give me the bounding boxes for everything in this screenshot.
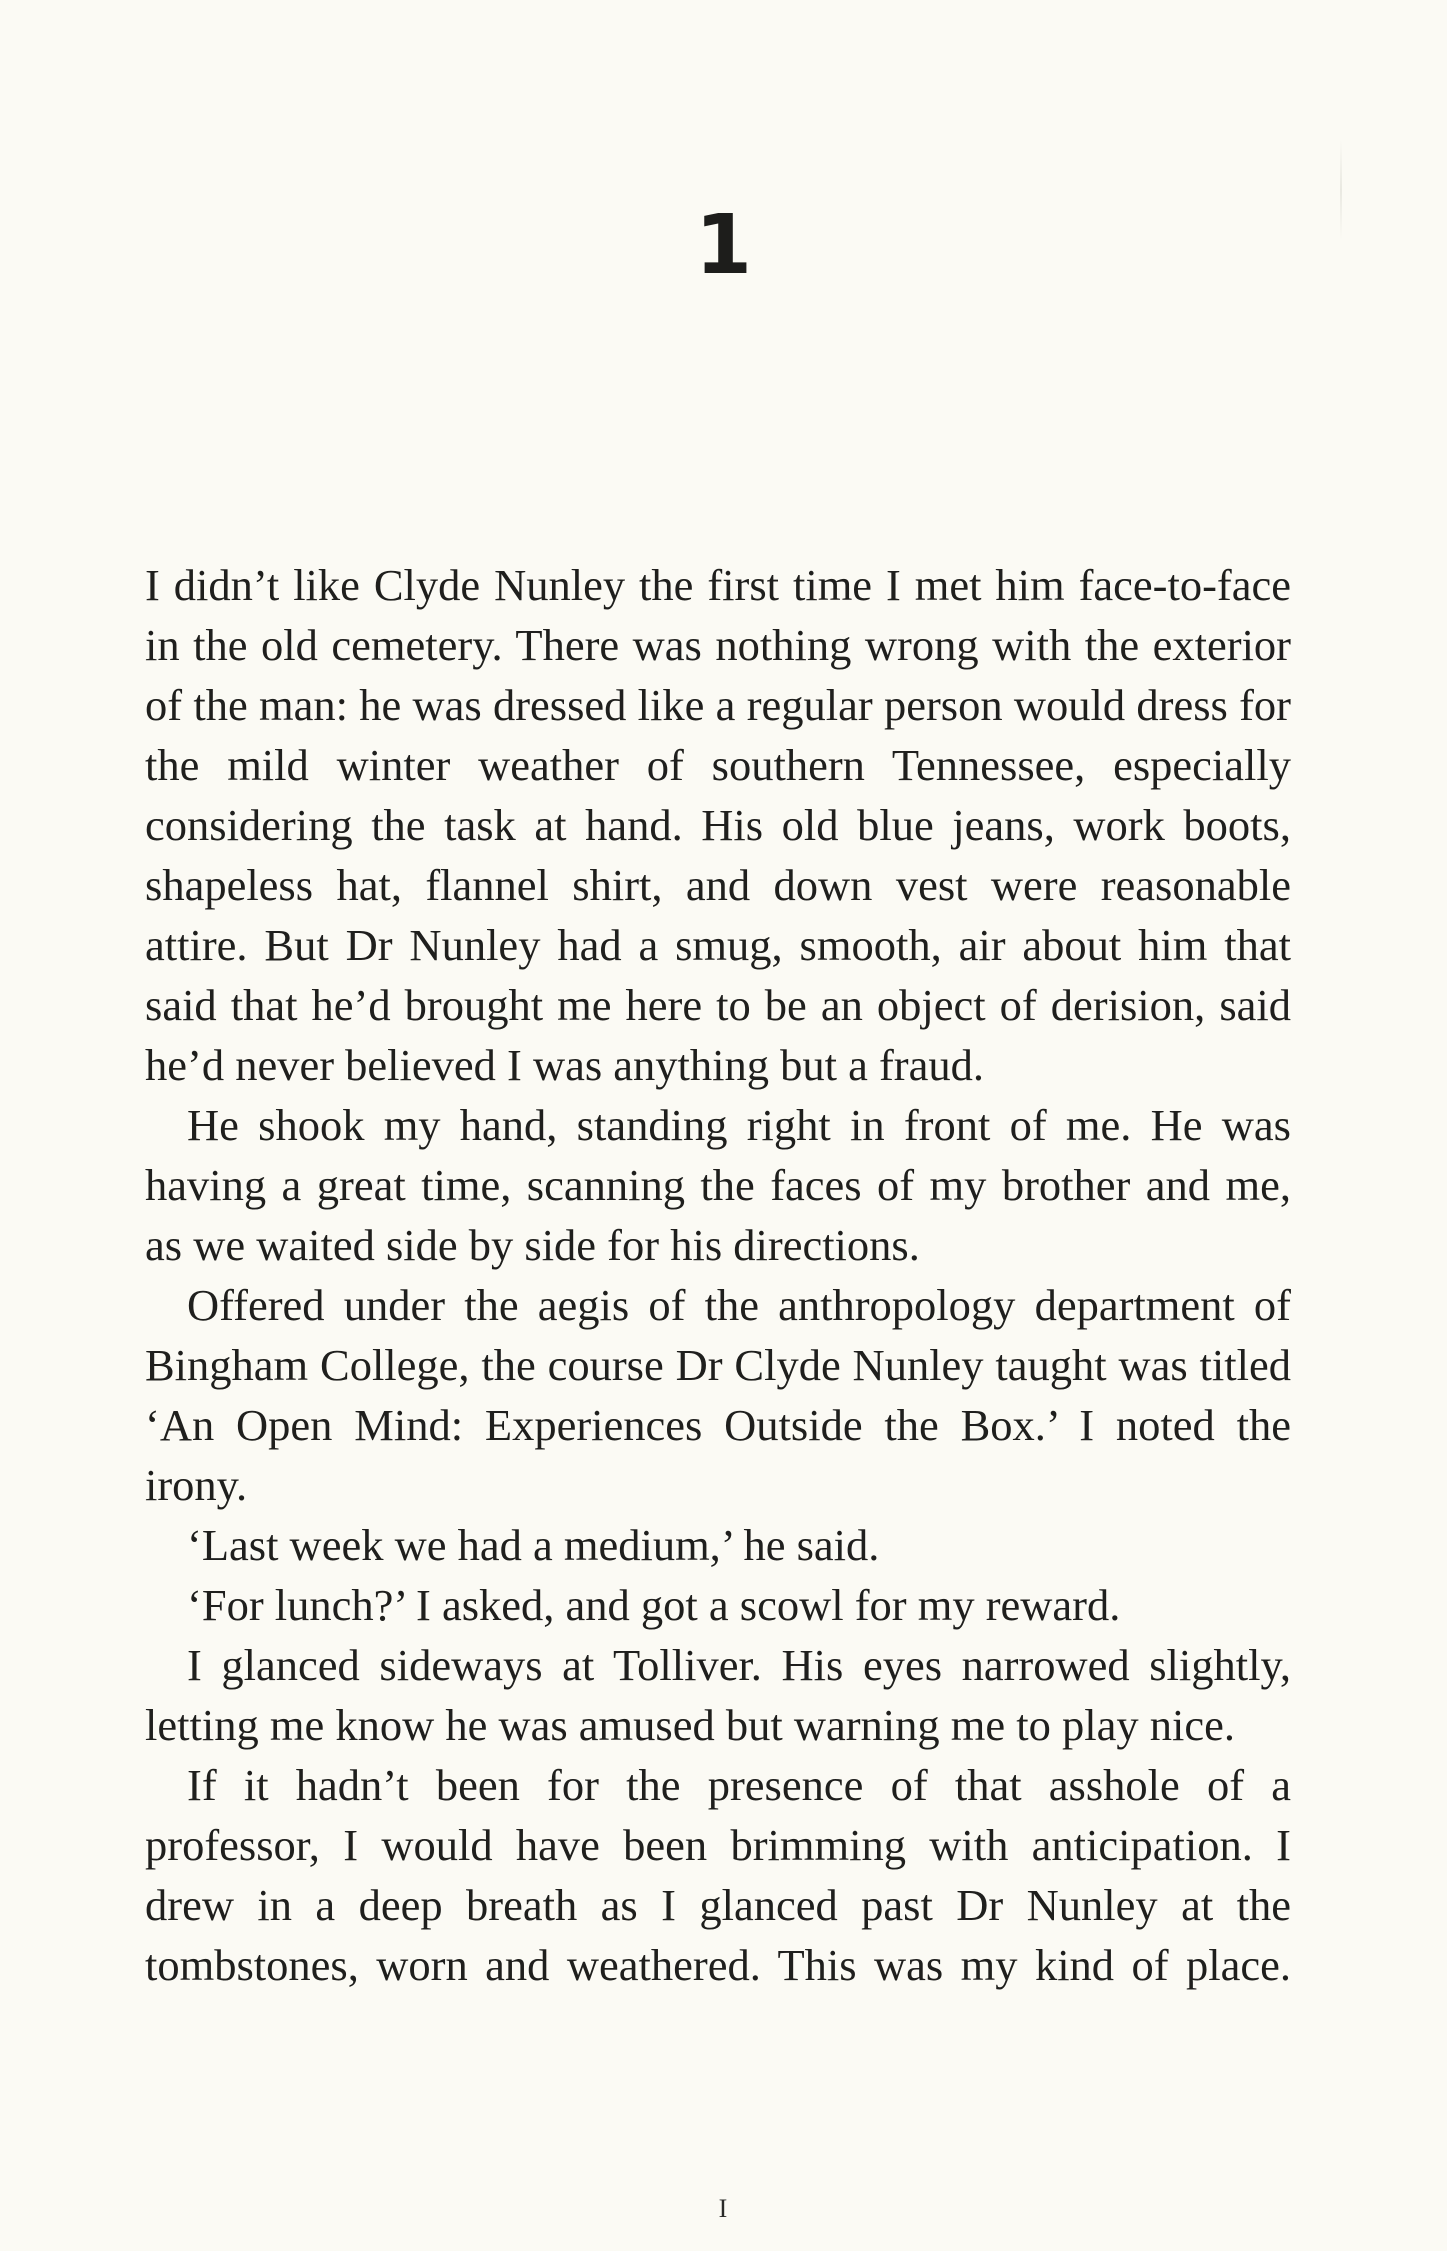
paragraph-7: If it hadn’t been for the presence of that asshole of a professor, I would have been brimming with anticipation. I drew in a deep breath as I glanced past Dr Nunley at the tombstones, worn and weathered. This was my kind of place. [145,1760,1291,1990]
paragraph-3: Offered under the aegis of the anthropology department of Bingham College, the course Dr Clyde Nunley taught was titled ‘An Open Mind: Experiences Outside the Box.’ I noted the irony. [145,1280,1291,1510]
paragraph-5: ‘For lunch?’ I asked, and got a scowl for my reward. [187,1580,1121,1630]
paragraph-2: He shook my hand, standing right in front of me. He was having a great time, scanning the faces of my brother and me, as we waited side by side for his directions. [145,1100,1291,1270]
page-number: I [718,2194,729,2223]
paragraph-1: I didn’t like Clyde Nunley the first time I met him face-to-face in the old cemetery. There was nothing wrong with the exterior of the man: he was dressed like a regular person would dress for the mild winter weather of southern Tennessee, especially considering the task at hand. His old blue jeans, work boots, shapeless hat, flannel shirt, and down vest were reasonable attire. But Dr Nunley had a smug, smooth, air about him that said that he’d brought me here to be an object of derision, said he’d never believed I was anything but a fraud. [145,560,1291,1090]
chapter-number: 1 [694,198,753,293]
paragraph-4: ‘Last week we had a medium,’ he said. [187,1520,880,1570]
body-text [145,555,1291,1995]
paragraph-6: I glanced sideways at Tolliver. His eyes narrowed slightly, letting me know he was amused but warning me to play nice. [145,1640,1291,1750]
